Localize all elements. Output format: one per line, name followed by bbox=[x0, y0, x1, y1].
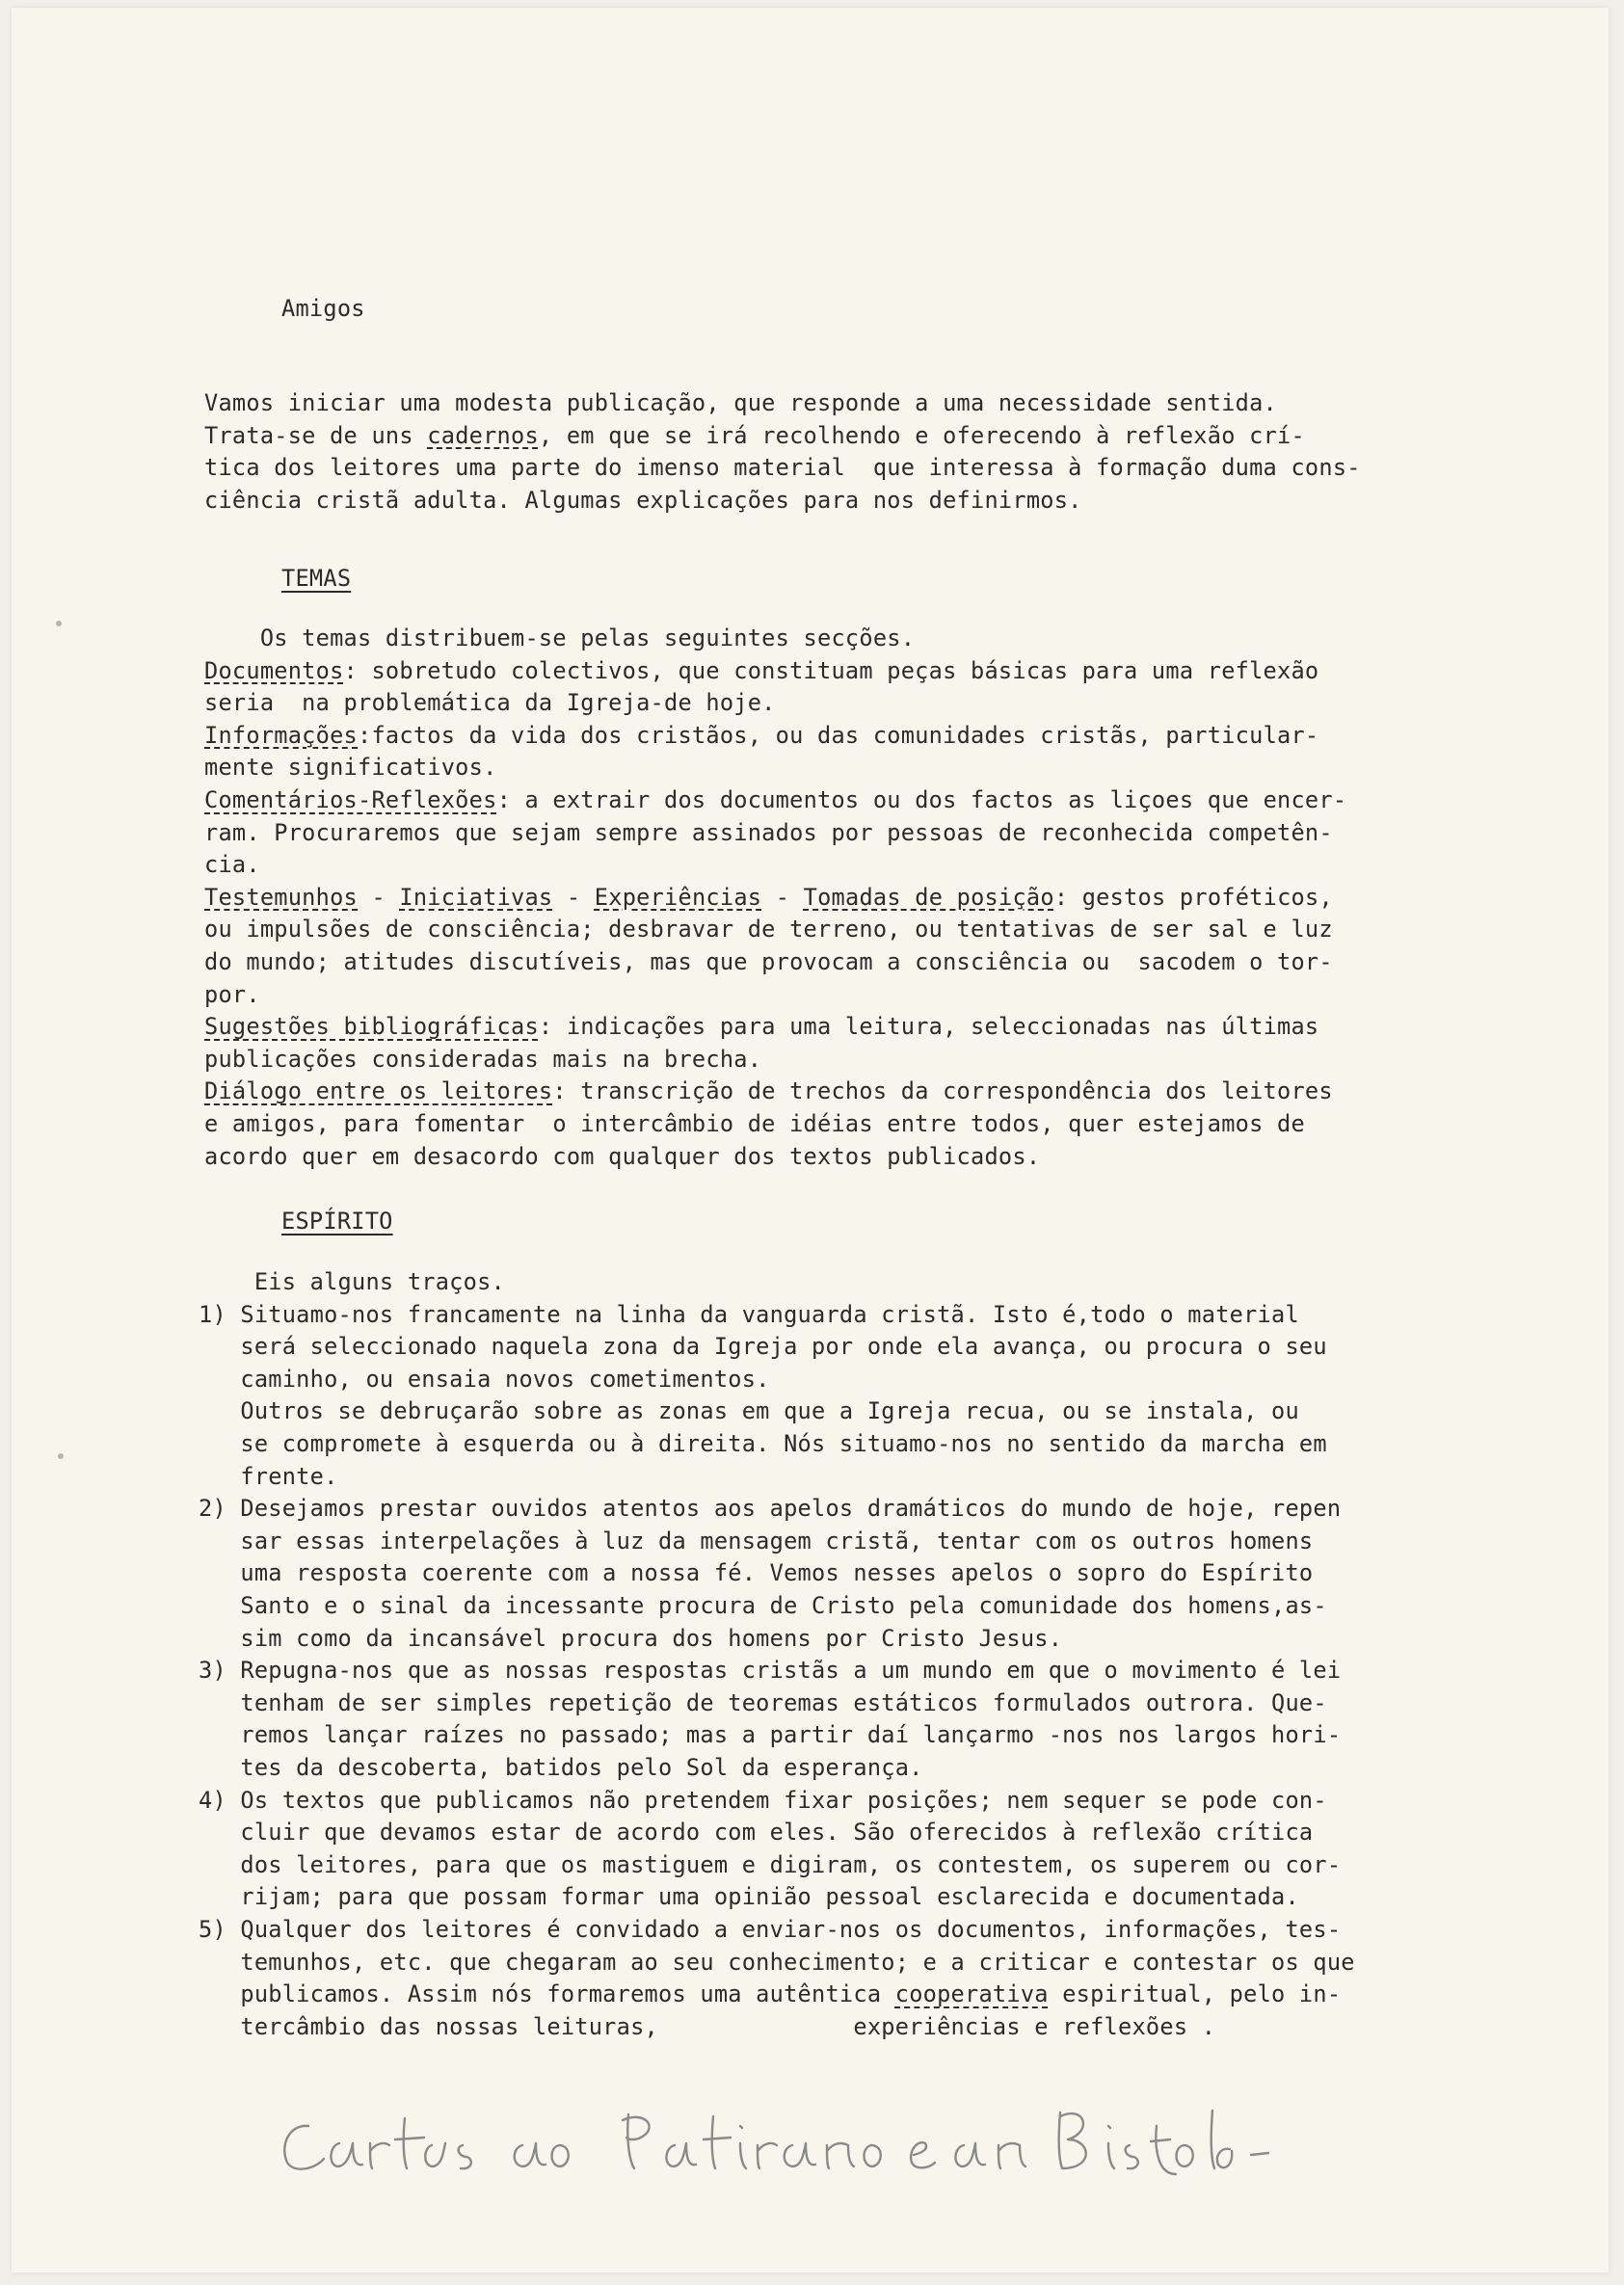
underlined-term: Comentários-Reflexões bbox=[204, 786, 497, 813]
list-item-line: cluir que devamos estar de acordo com eles. São oferecidos à reflexão crítica bbox=[199, 1819, 1314, 1847]
list-item-line: 3) Repugna-nos que as nossas respostas cristãs a um mundo em que o movimento é lei bbox=[199, 1657, 1342, 1685]
paragraph-line: seria na problemática da Igreja-de hoje. bbox=[204, 689, 776, 717]
paragraph-line: Vamos iniciar uma modesta publicação, que responde a uma necessidade sentida. bbox=[204, 389, 1278, 416]
list-item-line: dos leitores, para que os mastiguem e digiram, os contestem, os superem ou cor- bbox=[199, 1850, 1342, 1878]
document-page bbox=[12, 8, 1609, 2272]
list-item-line: Outros se debruçarão sobre as zonas em que a Igreja recua, ou se instala, ou bbox=[199, 1397, 1299, 1425]
underlined-term: Iniciativas bbox=[399, 883, 553, 911]
paragraph-line: por. bbox=[204, 980, 260, 1008]
underlined-term: TEMAS bbox=[281, 565, 352, 592]
paragraph-line: Diálogo entre os leitores: transcrição de trechos da correspondência dos leitores bbox=[204, 1077, 1333, 1105]
paragraph-line: Testemunhos - Iniciativas - Experiências - Tomadas de posição: gestos proféticos, bbox=[204, 883, 1333, 911]
underlined-term: cooperativa bbox=[894, 1980, 1049, 2008]
list-item-line: 4) Os textos que publicamos não pretendem fixar posições; nem sequer se pode con- bbox=[199, 1786, 1327, 1814]
underlined-term: Diálogo entre os leitores bbox=[204, 1077, 553, 1105]
list-item-line: sar essas interpelações à luz da mensagem cristã, tentar com os outros homens bbox=[199, 1527, 1314, 1554]
list-item-line: remos lançar raízes no passado; mas a partir daí lançarmo -nos nos largos hori- bbox=[199, 1721, 1342, 1749]
list-item-line: Eis alguns traços. bbox=[199, 1268, 506, 1295]
list-item-line: frente. bbox=[199, 1462, 338, 1490]
section-heading-temas bbox=[281, 563, 351, 596]
paragraph-line: mente significativos. bbox=[204, 754, 497, 782]
punch-hole-mark bbox=[58, 1453, 64, 1459]
list-item-line: tercâmbio das nossas leituras, experiências e reflexões . bbox=[199, 2012, 1216, 2040]
paragraph-line: ram. Procuraremos que sejam sempre assinados por pessoas de reconhecida competên- bbox=[204, 818, 1333, 846]
underlined-term: cadernos bbox=[427, 421, 539, 449]
list-item-line: tenham de ser simples repetição de teoremas estáticos formulados outrora. Que- bbox=[199, 1688, 1327, 1716]
paragraph-line: e amigos, para fomentar o intercâmbio de idéias entre todos, quer estejamos de bbox=[204, 1110, 1305, 1137]
list-item-line: se compromete à esquerda ou à direita. Nós situamo-nos no sentido da marcha em bbox=[199, 1430, 1327, 1457]
paragraph-line: Comentários-Reflexões: a extrair dos documentos ou dos factos as liçoes que encer- bbox=[204, 786, 1347, 813]
list-item-line: 5) Qualquer dos leitores é convidado a enviar-nos os documentos, informações, tes- bbox=[199, 1916, 1342, 1943]
paragraph-line: do mundo; atitudes discutíveis, mas que provocam a consciência ou sacodem o tor- bbox=[204, 948, 1333, 975]
paragraph-line: cia. bbox=[204, 851, 260, 879]
handwritten-annotation bbox=[270, 2097, 1272, 2184]
list-item-line: 1) Situamo-nos francamente na linha da vanguarda cristã. Isto é,todo o material bbox=[199, 1300, 1299, 1328]
paragraph-line: acordo quer em desacordo com qualquer dos textos publicados. bbox=[204, 1142, 1041, 1170]
paragraph-line: Trata-se de uns cadernos, em que se irá recolhendo e oferecendo à reflexão crí- bbox=[204, 421, 1305, 449]
list-item-line: sim como da incansável procura dos homens por Cristo Jesus. bbox=[199, 1624, 1063, 1652]
list-item-line: uma resposta coerente com a nossa fé. Vemos nesses apelos o sopro do Espírito bbox=[199, 1559, 1314, 1587]
underlined-term: Informações bbox=[204, 721, 359, 749]
paragraph-line: Sugestões bibliográficas: indicações para uma leitura, seleccionadas nas últimas bbox=[204, 1013, 1319, 1041]
paragraph-line: Documentos: sobretudo colectivos, que constituam peças básicas para uma reflexão bbox=[204, 656, 1319, 684]
section-heading-espirito bbox=[281, 1206, 393, 1238]
paragraph-line: tica dos leitores uma parte do imenso material que interessa à formação duma cons- bbox=[204, 454, 1361, 482]
underlined-term: Tomadas de posição bbox=[803, 883, 1054, 911]
list-item-line: publicamos. Assim nós formaremos uma autêntica cooperativa espiritual, pelo in- bbox=[199, 1980, 1342, 2008]
punch-hole-mark bbox=[56, 621, 62, 626]
underlined-term: ESPÍRITO bbox=[281, 1208, 393, 1235]
list-item-line: Santo e o sinal da incessante procura de Cristo pela comunidade dos homens,as- bbox=[199, 1592, 1327, 1619]
underlined-term: Experiências bbox=[594, 883, 762, 911]
list-item-line: 2) Desejamos prestar ouvidos atentos aos apelos dramáticos do mundo de hoje, repen bbox=[199, 1495, 1342, 1523]
list-item-line: será seleccionado naquela zona da Igreja por onde ela avança, ou procura o seu bbox=[199, 1333, 1327, 1361]
underlined-term: Documentos bbox=[204, 656, 344, 684]
list-item-line: caminho, ou ensaia novos cometimentos. bbox=[199, 1365, 770, 1393]
underlined-term: Testemunhos bbox=[204, 883, 359, 911]
paragraph-line: Informações:factos da vida dos cristãos, ou das comunidades cristãs, particular- bbox=[204, 721, 1319, 749]
list-item-line: tes da descoberta, batidos pelo Sol da esperança. bbox=[199, 1754, 923, 1781]
list-item-line: temunhos, etc. que chegaram ao seu conhecimento; e a criticar e contestar os que bbox=[199, 1948, 1355, 1976]
paragraph-line: publicações consideradas mais na brecha. bbox=[204, 1045, 762, 1073]
paragraph-line: Os temas distribuem-se pelas seguintes secções. bbox=[204, 624, 916, 651]
list-item-line: rijam; para que possam formar uma opinião pessoal esclarecida e documentada. bbox=[199, 1883, 1299, 1911]
paragraph-line: ciência cristã adulta. Algumas explicações para nos definirmos. bbox=[204, 486, 1082, 514]
underlined-term: Sugestões bibliográficas bbox=[204, 1013, 539, 1041]
paragraph-line: ou impulsões de consciência; desbravar de terreno, ou tentativas de ser sal e luz bbox=[204, 916, 1333, 943]
salutation: Amigos bbox=[281, 295, 365, 322]
